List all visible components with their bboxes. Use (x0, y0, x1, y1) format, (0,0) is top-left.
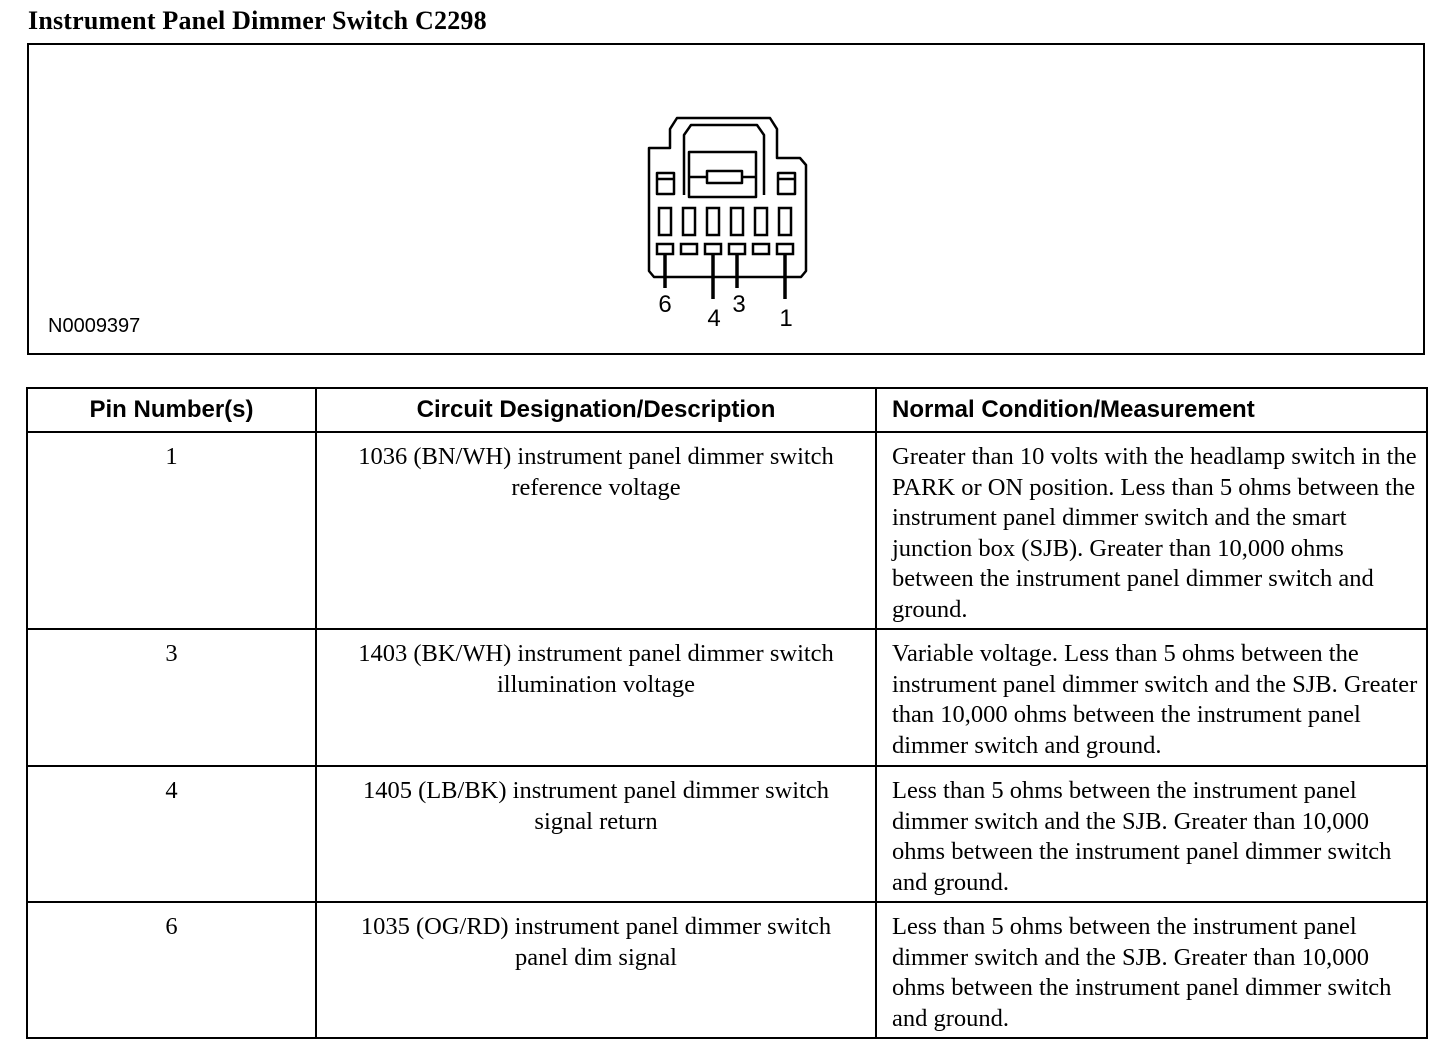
table-row (27, 902, 1427, 1038)
pin-label-3: 3 (732, 291, 746, 318)
table-row (27, 629, 1427, 766)
condition-column-header: Normal Condition/Measurement (876, 388, 1427, 432)
connector-figure (27, 43, 1425, 355)
figure-id: N0009397 (48, 315, 141, 337)
measurement-cell: Variable voltage. Less than 5 ohms between the instrument panel dimmer switch and the SJB. Greater than 10,000 ohms between the instrument panel dimmer switch and ground. (876, 629, 1427, 766)
pin-number-cell: 4 (27, 766, 316, 902)
measurement-cell: Less than 5 ohms between the instrument panel dimmer switch and the SJB. Greater than 10,000 ohms between the instrument panel dimmer switch and ground. (876, 902, 1427, 1038)
measurement-cell: Less than 5 ohms between the instrument panel dimmer switch and the SJB. Greater than 10,000 ohms between the instrument panel dimmer switch and ground. (876, 766, 1427, 902)
page-title: Instrument Panel Dimmer Switch C2298 (28, 6, 487, 35)
table-row (27, 766, 1427, 902)
pin-column-header: Pin Number(s) (27, 388, 316, 432)
pin-label-1: 1 (779, 305, 793, 332)
connector-face-diagram (29, 45, 1423, 353)
terminal-slots (657, 208, 793, 254)
circuit-description-cell: 1403 (BK/WH) instrument panel dimmer switch illumination voltage (316, 629, 876, 766)
pin-number-cell: 3 (27, 629, 316, 766)
pinout-table (26, 387, 1428, 1039)
pin-number-cell: 1 (27, 432, 316, 629)
table-row (27, 432, 1427, 629)
circuit-column-header: Circuit Designation/Description (316, 388, 876, 432)
table-header-row (27, 388, 1427, 432)
circuit-description-cell: 1035 (OG/RD) instrument panel dimmer switch panel dim signal (316, 902, 876, 1038)
pin-label-6: 6 (658, 291, 672, 318)
circuit-description-cell: 1405 (LB/BK) instrument panel dimmer switch signal return (316, 766, 876, 902)
pin-number-cell: 6 (27, 902, 316, 1038)
measurement-cell: Greater than 10 volts with the headlamp switch in the PARK or ON position. Less than 5 ohms between the instrument panel dimmer switch and the smart junction box (SJB). Greater than 10,000 ohms between the instrument panel dimmer switch and ground. (876, 432, 1427, 629)
circuit-description-cell: 1036 (BN/WH) instrument panel dimmer switch reference voltage (316, 432, 876, 629)
pin-label-4: 4 (707, 305, 721, 332)
